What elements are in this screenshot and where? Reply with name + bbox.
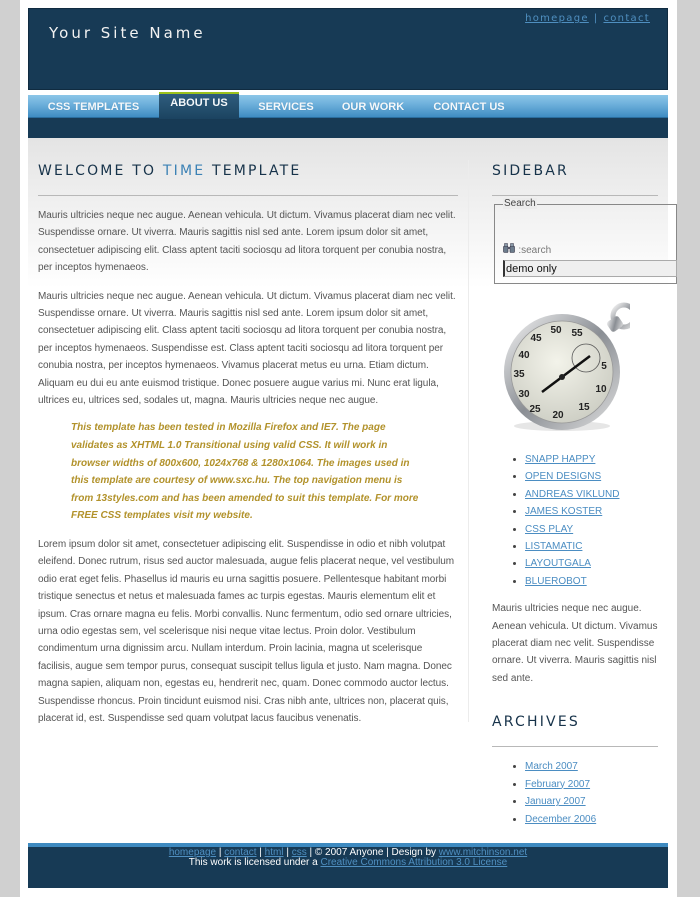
list-item xyxy=(525,486,658,503)
search-label xyxy=(503,242,551,256)
title-end: TEMPLATE xyxy=(205,163,302,179)
links-list xyxy=(525,451,658,590)
svg-text:5: 5 xyxy=(601,361,607,372)
list-item xyxy=(525,555,658,572)
link-open-designs[interactable]: OPEN DESIGNS xyxy=(525,471,602,483)
page xyxy=(20,0,677,897)
paragraph-1: Mauris ultricies neque nec augue. Aenean vehicula. Ut dictum. Vivamus placerat diam nec velit. Suspendisse ornare. Ut viverra. Mauris sagittis nisl sed ante. Lorem ipsum dolor sit amet, consectetuer adipiscing elit. Class aptent taciti sociosqu ad litora torquent per conubia nostra, per inceptos hymenaeos. xyxy=(38,210,456,274)
archive-link-february-2007[interactable]: February 2007 xyxy=(525,778,591,790)
list-item xyxy=(525,538,658,555)
archive-link-january-2007[interactable]: January 2007 xyxy=(525,796,586,808)
nav-item-about-us[interactable]: ABOUT US xyxy=(159,92,239,119)
top-links xyxy=(525,13,650,24)
list-item xyxy=(525,793,658,810)
title-accent: TIME xyxy=(162,163,206,179)
column-divider xyxy=(468,160,469,722)
title-start: WELCOME TO xyxy=(38,163,163,179)
site-name: Your Site Name xyxy=(49,24,206,42)
link-listamatic[interactable]: LISTAMATIC xyxy=(525,541,583,553)
page-title xyxy=(38,158,458,196)
footer-line-2 xyxy=(28,858,668,868)
navigation xyxy=(28,92,668,138)
list-item xyxy=(525,503,658,520)
search-input[interactable] xyxy=(503,260,677,277)
svg-text:30: 30 xyxy=(518,389,530,400)
stopwatch-image xyxy=(500,294,630,434)
svg-text:35: 35 xyxy=(513,369,525,380)
sidebar xyxy=(492,158,658,828)
search-label-text: :search xyxy=(518,245,552,256)
binoculars-icon xyxy=(503,242,518,256)
link-james-koster[interactable]: JAMES KOSTER xyxy=(525,506,603,518)
svg-text:10: 10 xyxy=(595,384,607,395)
footer-link-html[interactable]: html xyxy=(264,847,284,858)
highlight-note: This template has been tested in Mozilla Firefox and IE7. The page validates as XHTML 1.0 Transitional using valid CSS. It will work in browser widths of 800x600, 1024x768 & 1280x1064. The images used in this template are courtesy of www.sxc.hu. The top navigation menu is from 13styles.com and has been amended to suit this template. For more FREE CSS templates visit my website. xyxy=(71,422,419,522)
header xyxy=(28,8,668,90)
paragraph-3: Lorem ipsum dolor sit amet, consectetuer adipiscing elit. Suspendisse in odio et nibh volutpat eleifend. Donec rutrum, risus sed auctor malesuada, augue felis placerat neque, vel vestibulum odio erat eget felis. Phasellus id mauris eu urna sagittis posuere. Pellentesque habitant morbi tristique senectus et netus et malesuada fames ac turpis egestas. Mauris elementum elit et ipsum. Cras ornare magna eu felis. Morbi convallis. Nunc fermentum, odio sed ornare ultricies, urna odio egestas sem, vel scelerisque nisi neque vitae lectus. Proin dolor. Vestibulum condimentum urna dignissim arcu. Nullam interdum. Proin lacinia, magna ut scelerisque facilisis, augue sem tempor purus, consequat suscipit tellus ligula et justo. Nam magna. Donec magna sapien, aliquam non, egestas eu, hendrerit nec, quam. Donec commodo auctor lectus. Suspendisse rhoncus. Proin tincidunt euismod nisi. Cras nibh ante, ultrices non, placerat quis, placerat id, est. Suspendisse sed quam volutpat lacus faucibus venenatis. xyxy=(38,539,455,725)
list-item xyxy=(525,521,658,538)
top-links-separator: | xyxy=(593,13,599,24)
paragraph-2: Mauris ultricies neque nec augue. Aenean vehicula. Ut dictum. Vivamus placerat diam nec velit. Suspendisse ornare. Ut viverra. Mauris sagittis nisl sed ante. Lorem ipsum dolor sit amet, consectetuer adipiscing elit. Class aptent taciti sociosqu ad litora torquent per conubia nostra, per inceptos hymenaeos. Suspendisse est. Class aptent taciti sociosqu ad litora torquent per conubia nostra, per inceptos hymenaeos. Vivamus placerat metus eu urna. Etiam dictum. Aliquam eu dui eu ante euismod tristique. Donec posuere augue varius mi. Nunc erat ligula, ultrices eu, ultrices sed, sodales ut, magna. Mauris ultricies neque nec augue. xyxy=(38,290,456,407)
svg-text:50: 50 xyxy=(550,325,562,336)
list-item xyxy=(525,573,658,590)
footer-link-homepage[interactable]: homepage xyxy=(168,847,217,858)
footer-license-text: This work is licensed under a xyxy=(188,857,321,868)
link-css-play[interactable]: CSS PLAY xyxy=(525,523,574,535)
sidebar-title: SIDEBAR xyxy=(492,158,658,196)
footer-license-link[interactable]: Creative Commons Attribution 3.0 License xyxy=(320,857,508,868)
link-layoutgala[interactable]: LAYOUTGALA xyxy=(525,558,591,570)
list-item xyxy=(525,758,658,775)
list-item xyxy=(525,451,658,468)
search-fieldset xyxy=(494,198,677,284)
nav-item-contact-us[interactable]: CONTACT US xyxy=(433,101,505,113)
footer-link-contact[interactable]: contact xyxy=(224,847,257,858)
archives-list xyxy=(525,758,658,828)
list-item xyxy=(525,811,658,828)
nav-item-our-work[interactable]: OUR WORK xyxy=(341,101,405,113)
link-snapp-happy[interactable]: SNAPP HAPPY xyxy=(525,454,596,465)
list-item xyxy=(525,468,658,485)
link-bluerobot[interactable]: BLUEROBOT xyxy=(525,575,587,587)
footer-designer-link[interactable]: www.mitchinson.net xyxy=(438,847,528,858)
nav-item-css-templates[interactable]: CSS TEMPLATES xyxy=(47,101,140,113)
top-link-homepage[interactable]: homepage xyxy=(525,13,589,24)
footer-copyright: | © 2007 Anyone | Design by xyxy=(306,847,439,858)
link-andreas-viklund[interactable]: ANDREAS VIKLUND xyxy=(525,488,620,500)
nav-item-services[interactable]: SERVICES xyxy=(258,101,314,113)
main-content xyxy=(38,158,458,728)
sidebar-text: Mauris ultricies neque nec augue. Aenean vehicula. Ut dictum. Vivamus placerat diam nec velit. Suspendisse ornare. Ut viverra. Mauris sagittis nisl sed ante. xyxy=(492,603,658,684)
footer-link-css[interactable]: css xyxy=(291,847,307,858)
footer-sep: | xyxy=(256,847,265,858)
archive-link-december-2006[interactable]: December 2006 xyxy=(525,813,597,825)
list-item xyxy=(525,776,658,793)
footer xyxy=(28,843,668,888)
svg-text:25: 25 xyxy=(529,404,541,415)
svg-text:20: 20 xyxy=(552,410,564,421)
footer-sep: | xyxy=(283,847,292,858)
footer-sep: | xyxy=(216,847,225,858)
svg-text:15: 15 xyxy=(578,402,590,413)
nav-bar xyxy=(28,95,668,118)
svg-text:45: 45 xyxy=(530,333,542,344)
svg-text:40: 40 xyxy=(518,350,530,361)
svg-text:55: 55 xyxy=(571,328,583,339)
archives-title: ARCHIVES xyxy=(492,709,658,747)
archive-link-march-2007[interactable]: March 2007 xyxy=(525,761,578,773)
search-legend: Search xyxy=(504,198,536,209)
top-link-contact[interactable]: contact xyxy=(603,13,650,24)
